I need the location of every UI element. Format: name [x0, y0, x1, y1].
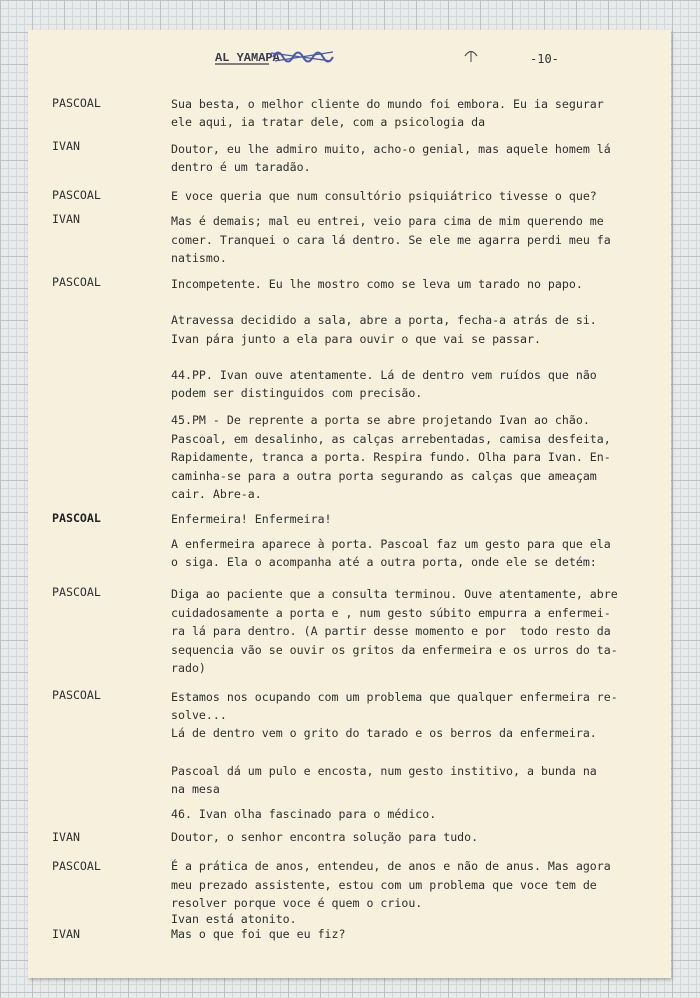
dialogue-line: natismo. [171, 251, 227, 265]
speaker-name: IVAN [52, 927, 80, 941]
shot-direction-line: podem ser distinguidos com precisão. [171, 386, 423, 400]
speaker-name: PASCOAL [52, 859, 101, 873]
stage-direction-line: Atravessa decidido a sala, abre a porta, fecha-a atrás de si. [171, 313, 597, 327]
stage-direction-line: Lá de dentro vem o grito do tarado e os berros da enfermeira. [171, 726, 597, 740]
stage-direction-line: o siga. Ela o acompanha até a outra porta, onde ele se detém: [171, 555, 597, 569]
speaker-name: IVAN [52, 139, 80, 153]
dialogue-line: Enfermeira! Enfermeira! [171, 512, 332, 526]
shot-direction-line: caminha-se para a outra porta segurando as calças que ameaçam [171, 469, 597, 483]
dialogue-line: Diga ao paciente que a consulta terminou. Ouve atentamente, abre [171, 587, 618, 601]
shot-direction-line: Rapidamente, tranca a porta. Respira fundo. Olha para Ivan. En- [171, 450, 611, 464]
dialogue-line: Estamos nos ocupando com um problema que qualquer enfermeira re- [171, 690, 618, 704]
dialogue-line: Mas o que foi que eu fiz? [171, 927, 346, 941]
dialogue-line: Mas é demais; mal eu entrei, veio para cima de mim querendo me [171, 214, 604, 228]
dialogue-line: rado) [171, 661, 206, 675]
stage-direction-line: Ivan está atonito. [171, 912, 297, 926]
dialogue-line: ra lá para dentro. (A partir desse momento e por todo resto da [171, 624, 611, 638]
speaker-name: PASCOAL [52, 188, 101, 202]
shot-direction-line: Pascoal, em desalinho, as calças arrebentadas, camisa desfeita, [171, 432, 611, 446]
stage-direction-line: Ivan pára junto a ela para ouvir o que vai se passar. [171, 332, 541, 346]
page-number: -10- [530, 52, 559, 66]
shot-direction-line: 44.PP. Ivan ouve atentamente. Lá de dentro vem ruídos que não [171, 368, 597, 382]
dialogue-line: Sua besta, o melhor cliente do mundo foi embora. Eu ia segurar [171, 97, 604, 111]
speaker-name: PASCOAL [52, 511, 101, 525]
speaker-name: PASCOAL [52, 275, 101, 289]
dialogue-line: É a prática de anos, entendeu, de anos e não de anus. Mas agora [171, 859, 611, 873]
stage-direction-line: na mesa [171, 782, 220, 796]
punch-hole-mark [463, 47, 479, 63]
dialogue-line: solve... [171, 708, 227, 722]
speaker-name: PASCOAL [52, 96, 101, 110]
dialogue-line: Incompetente. Eu lhe mostro como se leva um tarado no papo. [171, 277, 583, 291]
speaker-name: IVAN [52, 212, 80, 226]
shot-direction-line: 45.PM - De reprente a porta se abre projetando Ivan ao chão. [171, 413, 590, 427]
dialogue-line: Doutor, eu lhe admiro muito, acho-o genial, mas aquele homem lá [171, 142, 611, 156]
speaker-name: PASCOAL [52, 688, 101, 702]
shot-direction-line: 46. Ivan olha fascinado para o médico. [171, 807, 437, 821]
speaker-name: IVAN [52, 830, 80, 844]
dialogue-line: sequencia vão se ouvir os gritos da enfermeira e os urros do ta- [171, 643, 618, 657]
dialogue-line: Doutor, o senhor encontra solução para tudo. [171, 830, 479, 844]
dialogue-line: meu prezado assistente, estou com um problema que voce tem de [171, 878, 597, 892]
dialogue-line: E voce queria que num consultório psiquiátrico tivesse o que? [171, 189, 597, 203]
crossed-out-header-scribble [213, 46, 338, 68]
dialogue-line: resolver porque voce é quem o criou. [171, 896, 423, 910]
dialogue-line: dentro é um taradão. [171, 160, 311, 174]
stage-direction-line: A enfermeira aparece à porta. Pascoal faz um gesto para que ela [171, 537, 611, 551]
speaker-name: PASCOAL [52, 585, 101, 599]
shot-direction-line: cair. Abre-a. [171, 487, 262, 501]
dialogue-line: cuidadosamente a porta e , num gesto súbito empurra a enfermei- [171, 606, 611, 620]
dialogue-line: ele aqui, ia tratar dele, com a psicologia da [171, 115, 486, 129]
stage-direction-line: Pascoal dá um pulo e encosta, num gesto institivo, a bunda na [171, 764, 597, 778]
header-scribble-text: AL YAMAPA [215, 51, 280, 65]
dialogue-line: comer. Tranquei o cara lá dentro. Se ele me agarra perdi meu fa [171, 233, 611, 247]
